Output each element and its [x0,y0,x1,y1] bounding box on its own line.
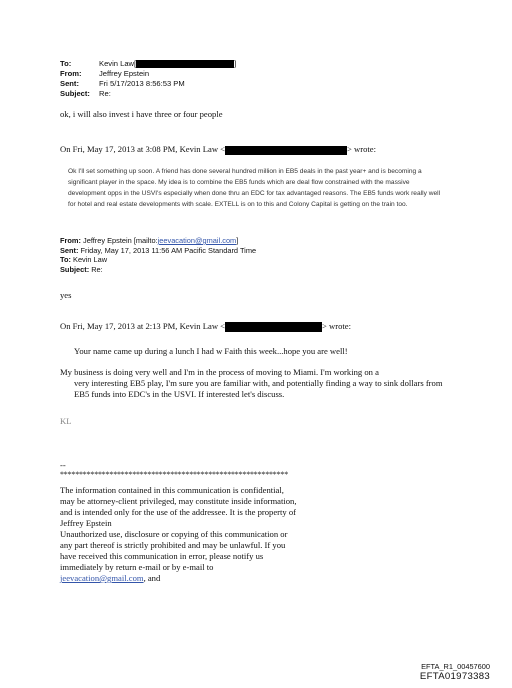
from-value-2: Jeffrey Epstein [mailto: [83,236,158,245]
disclaimer-email-link[interactable]: jeevacation@gmail.com [60,573,144,583]
email-header-2 [60,236,256,274]
subject-row-2 [60,265,256,275]
to-value: Kevin Law[ [99,59,137,68]
quote2-attribution [60,321,351,332]
sent-row [60,79,236,89]
from-label-2: From: [60,236,81,245]
sent-value-2: Friday, May 17, 2013 11:56 AM Pacific Standard Time [80,245,257,255]
reply-text: ok, i will also invest i have three or four people [60,109,223,119]
quote1-body: Ok I'll set something up soon. A friend has done several hundred million in EB5 deals in the past year+ and is becoming a significant player in the space. My idea is to combine the EB5 funds which are deal flow constrained with the massive development opps in the USVI's especially when done thru an EDC for tax advantaged reasons. The EB5 funds work really well for hotel and real estate developments with scale. EXTELL is on to this and Colony Capital is getting on the train too. [68,168,441,208]
from-row-2 [60,236,256,246]
sent-label-2: Sent: [60,245,79,255]
sent-value: Fri 5/17/2013 8:56:53 PM [99,79,185,88]
subject-value: Re: [99,89,111,98]
signature-separator: -- [60,460,66,470]
disclaimer-part-1: The information contained in this communication is confidential, may be attorney-client privileged, may constitute inside information, and is intended only for the use of the addressee. It is the property of Jeffrey Epstein [60,485,297,528]
subject-value-2: Re: [91,264,103,274]
reference-number-2: EFTA01973383 [419,671,490,682]
from-label: From: [60,69,82,78]
to-row [60,59,236,69]
subject-label: Subject: [60,89,90,98]
quote1-intro: On Fri, May 17, 2013 at 3:08 PM, Kevin Law < [60,144,226,154]
redaction-bar [225,322,322,332]
signature-initials: KL [60,416,72,426]
yes-text: yes [60,290,72,300]
disclaimer-end: , and [143,573,161,583]
email-header [60,59,236,99]
star-divider: ************************************************************ [60,470,289,479]
subject-row [60,89,236,99]
quote2-paragraph-2-rest: very interesting EB5 play, I'm sure you are familiar with, and potentially finding a way to sink dollars from EB5 funds into EDC's in the USVI. If interested let's discuss. [74,378,443,399]
quote2-outro: > wrote: [322,321,351,331]
to-label: To: [60,59,72,68]
disclaimer-part-2 [60,529,300,584]
quote2-paragraph-1: Your name came up during a lunch I had w Faith this week...hope you are well! [74,346,348,356]
to-close: ] [234,59,237,68]
from-close-2: ] [236,236,239,245]
to-value-2: Kevin Law [73,255,108,265]
sent-label: Sent: [60,79,79,88]
redaction-bar [225,146,347,155]
from-value: Jeffrey Epstein [99,69,150,78]
quote2-intro: On Fri, May 17, 2013 at 2:13 PM, Kevin Law < [60,321,226,331]
email-link[interactable]: jeevacation@gmail.com [157,236,237,245]
quote1-outro: > wrote: [347,144,376,154]
to-label-2: To: [60,255,71,265]
disclaimer-text: Unauthorized use, disclosure or copying of this communication or any part thereof is strictly prohibited and may be unlawful. If you have received this communication in error, please notify us immediately by return e-mail or by e-mail to [60,529,288,572]
disclaimer [60,485,300,584]
quote2-paragraph-2-line1: My business is doing very well and I'm in the process of moving to Miami. I'm working on a [60,367,379,377]
from-row [60,69,236,79]
reference-number-1: EFTA_R1_00457600 [421,662,490,671]
quote2-paragraph-2 [60,367,445,400]
sent-row-2 [60,246,256,256]
redaction-bar [136,59,237,68]
to-row-2 [60,255,256,265]
quote1-attribution [60,144,376,155]
subject-label-2: Subject: [60,264,90,274]
